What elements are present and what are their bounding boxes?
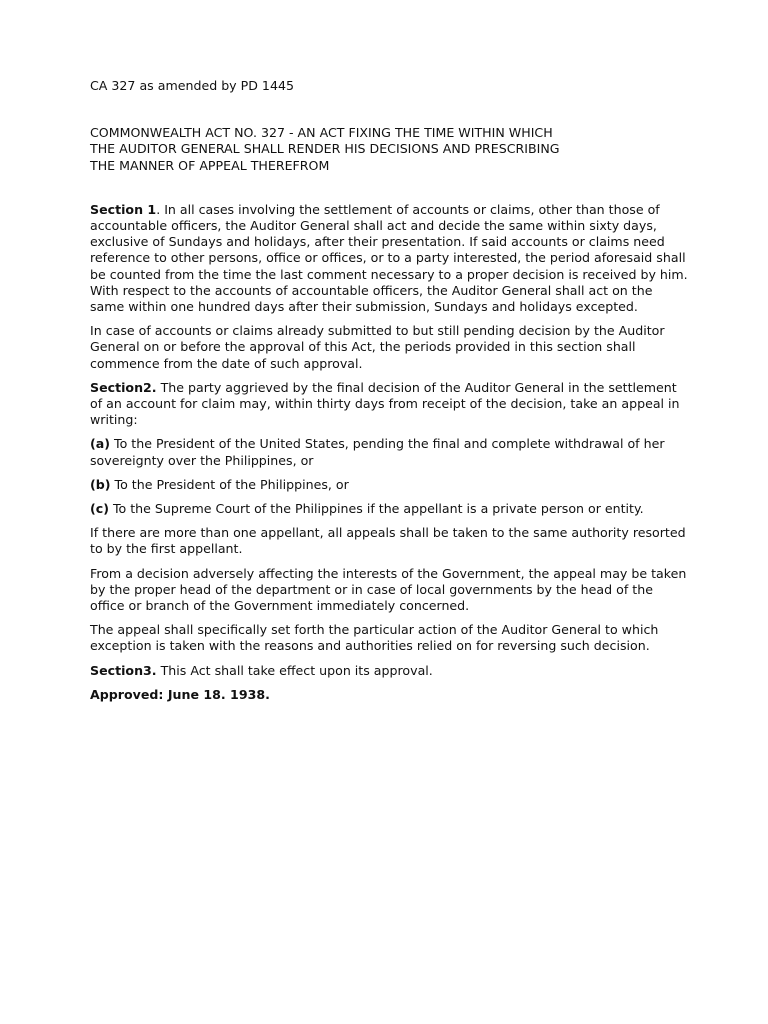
paragraph-text: To the Supreme Court of the Philippines if the appellant is a private person or entity. (108, 501, 644, 517)
paragraph-text: The appeal shall specifically set forth the particular action of the Auditor General to which exception is taken with the reasons and authorities relied on for reversing such decision. (90, 622, 659, 654)
paragraph-text: In case of accounts or claims already submitted to but still pending decision by the Auditor General on or before the approval of this Act, the periods provided in this section shall commence from the date of such approval. (90, 323, 665, 371)
paragraph-text: To the President of the United States, pending the final and complete withdrawal of her sovereignty over the Philippines, or (90, 436, 665, 468)
clause-c-paragraph (90, 501, 690, 517)
government-appeal-paragraph (90, 566, 690, 615)
section-label: Section3. (90, 662, 157, 678)
appeal-content-paragraph (90, 622, 690, 654)
document-page (90, 78, 690, 703)
document-title (90, 125, 690, 174)
title-line: COMMONWEALTH ACT NO. 327 - AN ACT FIXING THE TIME WITHIN WHICH (90, 125, 553, 141)
paragraph-text: This Act shall take effect upon its approval. (156, 662, 433, 678)
section-label: Section 1 (90, 201, 157, 217)
section-2-paragraph (90, 380, 690, 429)
section-3-paragraph (90, 663, 690, 679)
document-reference: CA 327 as amended by PD 1445 (90, 78, 294, 93)
paragraph-text: If there are more than one appellant, all appeals shall be taken to the same authority resorted to by the first appellant. (90, 525, 686, 557)
section-label: Section2. (90, 379, 157, 395)
clause-label: (b) (90, 476, 111, 492)
clause-label: (c) (90, 501, 109, 517)
paragraph-text: From a decision adversely affecting the interests of the Government, the appeal may be taken by the proper head of the department or in case of local governments by the head of the office or branch of the Government immediately concerned. (90, 565, 687, 614)
title-line: THE AUDITOR GENERAL SHALL RENDER HIS DECISIONS AND PRESCRIBING (90, 141, 560, 157)
multiple-appellants-paragraph (90, 525, 690, 557)
clause-a-paragraph (90, 436, 690, 468)
paragraph-text: The party aggrieved by the final decision of the Auditor General in the settlement of an account for claim may, within thirty days from receipt of the decision, take an appeal in writing: (90, 379, 680, 428)
title-line: THE MANNER OF APPEAL THEREFROM (90, 157, 330, 173)
paragraph-text: To the President of the Philippines, or (110, 476, 349, 492)
pending-claims-paragraph (90, 323, 690, 372)
clause-b-paragraph (90, 477, 690, 493)
approval-date: Approved: June 18. 1938. (90, 686, 270, 702)
paragraph-text: . In all cases involving the settlement of accounts or claims, other than those of accountable officers, the Auditor General shall act and decide the same within sixty days, exclusive of Sundays and holidays, after their presentation. If said accounts or claims need reference to other persons, office or offices, or to a party interested, the period aforesaid shall be counted from the time the last comment necessary to a proper decision is received by him. With respect to the accounts of accountable officers, the Auditor General shall act on the same within one hundred days after their submission, Sundays and holidays excepted. (90, 201, 688, 315)
section-1-paragraph (90, 202, 690, 315)
clause-label: (a) (90, 436, 111, 452)
